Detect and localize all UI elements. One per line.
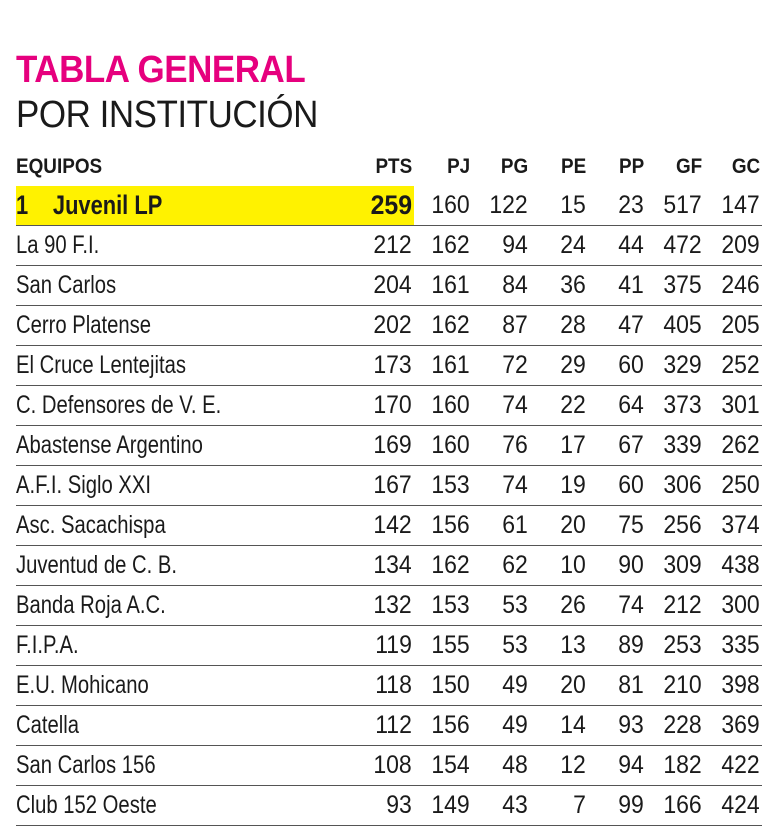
pp-cell [588, 226, 646, 266]
gc-cell [704, 306, 762, 346]
team-cell [16, 506, 356, 546]
gc-cell [704, 626, 762, 666]
team-cell [16, 386, 356, 426]
pg-value: 74 [502, 471, 528, 499]
pe-cell [530, 666, 588, 706]
gc-value: 246 [721, 271, 760, 299]
team-name: San Carlos 156 [16, 751, 156, 779]
pg-value: 43 [502, 791, 528, 819]
pe-value: 22 [560, 391, 586, 419]
pp-value: 75 [618, 511, 644, 539]
table-row [16, 426, 762, 466]
pts-cell [356, 306, 414, 346]
pe-value: 20 [560, 671, 586, 699]
team-name: C. Defensores de V. E. [16, 391, 222, 419]
gf-value: 166 [663, 791, 702, 819]
pp-value: 89 [618, 631, 644, 659]
pe-cell [530, 546, 588, 586]
pp-cell [588, 626, 646, 666]
pts-value: 108 [373, 751, 412, 779]
gf-cell [646, 306, 704, 346]
table-row [16, 546, 762, 586]
gc-value: 250 [721, 471, 760, 499]
pg-cell [472, 386, 530, 426]
team-cell [16, 586, 356, 626]
pj-value: 153 [431, 471, 470, 499]
team-cell [16, 306, 356, 346]
table-row [16, 506, 762, 546]
pg-cell [472, 466, 530, 506]
header-pe: PE [560, 155, 587, 178]
pg-cell [472, 426, 530, 466]
team-cell [16, 266, 356, 306]
team-cell [16, 546, 356, 586]
gf-value: 373 [663, 391, 702, 419]
gf-cell [646, 506, 704, 546]
pg-cell [472, 706, 530, 746]
team-name: Juventud de C. B. [16, 551, 177, 579]
team-cell [16, 666, 356, 706]
pg-cell [472, 546, 530, 586]
pp-value: 44 [618, 231, 644, 259]
pts-value: 134 [373, 551, 412, 579]
pp-cell [588, 746, 646, 786]
team-name: F.I.P.A. [16, 631, 79, 659]
team-name: El Cruce Lentejitas [16, 351, 186, 379]
pts-cell [356, 266, 414, 306]
pj-value: 161 [431, 351, 470, 379]
header-pts: PTS [375, 155, 413, 178]
pts-value: 202 [373, 311, 412, 339]
pe-value: 13 [560, 631, 586, 659]
pts-value: 142 [373, 511, 412, 539]
pj-cell [414, 506, 472, 546]
pp-cell [588, 666, 646, 706]
gc-value: 374 [721, 511, 760, 539]
gc-cell [704, 546, 762, 586]
pj-cell [414, 306, 472, 346]
gf-value: 472 [663, 231, 702, 259]
pj-value: 155 [431, 631, 470, 659]
pts-value: 173 [373, 351, 412, 379]
pts-cell [356, 226, 414, 266]
pg-cell [472, 186, 530, 226]
pg-value: 48 [502, 751, 528, 779]
pts-cell [356, 586, 414, 626]
pj-value: 162 [431, 551, 470, 579]
gf-value: 375 [663, 271, 702, 299]
team-name: Cerro Platense [16, 311, 152, 339]
gf-cell [646, 426, 704, 466]
pg-value: 72 [502, 351, 528, 379]
pg-cell [472, 506, 530, 546]
gf-value: 339 [663, 431, 702, 459]
table-row [16, 666, 762, 706]
pe-cell [530, 346, 588, 386]
pg-cell [472, 226, 530, 266]
pp-value: 60 [618, 351, 644, 379]
pp-value: 64 [618, 391, 644, 419]
pts-cell [356, 186, 414, 226]
gc-value: 369 [721, 711, 760, 739]
table-row [16, 586, 762, 626]
pj-value: 156 [431, 711, 470, 739]
gc-cell [704, 666, 762, 706]
pp-value: 94 [618, 751, 644, 779]
pe-cell [530, 466, 588, 506]
table-header-row [16, 148, 762, 186]
pe-cell [530, 626, 588, 666]
pe-cell [530, 506, 588, 546]
pg-value: 53 [502, 591, 528, 619]
pp-value: 60 [618, 471, 644, 499]
pts-cell [356, 346, 414, 386]
pj-cell [414, 746, 472, 786]
pe-value: 14 [560, 711, 586, 739]
pg-value: 49 [502, 711, 528, 739]
pe-cell [530, 586, 588, 626]
table-row [16, 226, 762, 266]
header-pp: PP [618, 155, 645, 178]
gc-value: 398 [721, 671, 760, 699]
team-name: Abastense Argentino [16, 431, 203, 459]
pe-cell [530, 746, 588, 786]
pts-value: 119 [375, 631, 412, 659]
gf-cell [646, 666, 704, 706]
standings-table [16, 148, 762, 826]
pp-cell [588, 706, 646, 746]
gc-cell [704, 426, 762, 466]
table-row [16, 626, 762, 666]
pg-value: 122 [489, 191, 528, 219]
table-row [16, 306, 762, 346]
pts-cell [356, 426, 414, 466]
header-team: EQUIPOS [16, 155, 103, 178]
pj-value: 162 [431, 311, 470, 339]
team-cell [16, 466, 356, 506]
gf-value: 329 [663, 351, 702, 379]
pg-value: 61 [502, 511, 528, 539]
gf-value: 253 [663, 631, 702, 659]
pe-value: 29 [560, 351, 586, 379]
pp-value: 47 [618, 311, 644, 339]
pe-value: 17 [560, 431, 586, 459]
pp-value: 93 [618, 711, 644, 739]
pg-value: 49 [502, 671, 528, 699]
pj-cell [414, 626, 472, 666]
team-cell [16, 786, 356, 826]
pp-value: 81 [618, 671, 644, 699]
pe-value: 28 [560, 311, 586, 339]
pe-cell [530, 786, 588, 826]
pp-value: 23 [618, 191, 644, 219]
pts-value: 170 [373, 391, 412, 419]
gf-cell [646, 466, 704, 506]
gf-cell [646, 786, 704, 826]
pts-cell [356, 706, 414, 746]
pj-cell [414, 266, 472, 306]
gc-cell [704, 506, 762, 546]
pg-value: 87 [502, 311, 528, 339]
table-row [16, 786, 762, 826]
gf-cell [646, 546, 704, 586]
header-pj: PJ [447, 155, 471, 178]
pj-cell [414, 666, 472, 706]
gc-cell [704, 226, 762, 266]
team-cell [16, 186, 356, 226]
gc-value: 424 [721, 791, 760, 819]
pj-cell [414, 226, 472, 266]
pp-cell [588, 346, 646, 386]
pts-value: 204 [373, 271, 412, 299]
gf-cell [646, 626, 704, 666]
pg-value: 74 [502, 391, 528, 419]
pj-cell [414, 186, 472, 226]
pg-cell [472, 266, 530, 306]
pts-value: 93 [386, 791, 412, 819]
table-row [16, 186, 762, 226]
pts-value: 132 [373, 591, 412, 619]
gf-value: 228 [663, 711, 702, 739]
team-cell [16, 346, 356, 386]
pts-value: 212 [373, 231, 412, 259]
pj-value: 154 [431, 751, 470, 779]
pj-value: 150 [431, 671, 470, 699]
pj-cell [414, 706, 472, 746]
table-body [16, 186, 762, 826]
pp-cell [588, 386, 646, 426]
gc-cell [704, 266, 762, 306]
gf-value: 256 [663, 511, 702, 539]
gf-value: 182 [663, 751, 702, 779]
gc-value: 205 [721, 311, 760, 339]
gf-cell [646, 346, 704, 386]
gc-cell [704, 786, 762, 826]
pj-cell [414, 546, 472, 586]
pe-value: 12 [560, 751, 586, 779]
pg-cell [472, 626, 530, 666]
pe-cell [530, 226, 588, 266]
pts-cell [356, 746, 414, 786]
pp-value: 74 [618, 591, 644, 619]
pg-cell [472, 586, 530, 626]
pg-cell [472, 746, 530, 786]
pp-value: 41 [618, 271, 644, 299]
team-cell [16, 706, 356, 746]
pe-value: 19 [560, 471, 586, 499]
team-cell [16, 226, 356, 266]
gc-value: 262 [721, 431, 760, 459]
gf-cell [646, 386, 704, 426]
team-name: La 90 F.I. [16, 231, 100, 259]
pp-cell [588, 586, 646, 626]
rank-number: 1 [16, 190, 29, 220]
pg-value: 53 [502, 631, 528, 659]
team-name: Banda Roja A.C. [16, 591, 166, 619]
table-row [16, 386, 762, 426]
pj-value: 149 [431, 791, 470, 819]
gc-cell [704, 706, 762, 746]
pts-cell [356, 386, 414, 426]
gc-value: 335 [721, 631, 760, 659]
gf-value: 405 [663, 311, 702, 339]
pp-cell [588, 466, 646, 506]
gf-value: 212 [663, 591, 702, 619]
pg-cell [472, 306, 530, 346]
pp-cell [588, 546, 646, 586]
gf-value: 210 [663, 671, 702, 699]
pe-value: 10 [560, 551, 586, 579]
pj-cell [414, 786, 472, 826]
pts-value: 112 [375, 711, 412, 739]
pe-value: 24 [560, 231, 586, 259]
page-title: TABLA GENERAL [16, 49, 306, 91]
pj-value: 162 [431, 231, 470, 259]
pe-cell [530, 426, 588, 466]
table-row [16, 266, 762, 306]
gc-value: 147 [721, 191, 760, 219]
pts-cell [356, 466, 414, 506]
team-name: E.U. Mohicano [16, 671, 149, 699]
pts-cell [356, 506, 414, 546]
pts-cell [356, 786, 414, 826]
pg-cell [472, 786, 530, 826]
pj-cell [414, 426, 472, 466]
pj-value: 161 [431, 271, 470, 299]
gc-value: 422 [721, 751, 760, 779]
gf-value: 517 [663, 191, 702, 219]
pp-cell [588, 266, 646, 306]
team-name: San Carlos [16, 271, 117, 299]
pg-cell [472, 346, 530, 386]
team-cell [16, 626, 356, 666]
pe-cell [530, 186, 588, 226]
gc-value: 301 [721, 391, 760, 419]
gf-cell [646, 226, 704, 266]
gc-cell [704, 586, 762, 626]
pe-cell [530, 266, 588, 306]
pe-cell [530, 706, 588, 746]
gc-cell [704, 466, 762, 506]
gf-cell [646, 586, 704, 626]
gf-value: 306 [663, 471, 702, 499]
team-name: Juvenil LP [52, 190, 163, 220]
pts-cell [356, 666, 414, 706]
pts-cell [356, 546, 414, 586]
pj-value: 160 [431, 191, 470, 219]
gf-cell [646, 746, 704, 786]
team-name: Asc. Sacachispa [16, 511, 166, 539]
pts-value: 259 [370, 190, 412, 220]
pj-cell [414, 346, 472, 386]
pe-value: 36 [560, 271, 586, 299]
pp-value: 67 [618, 431, 644, 459]
gc-value: 300 [721, 591, 760, 619]
pp-value: 90 [618, 551, 644, 579]
team-name: Catella [16, 711, 80, 739]
header-pg: PG [500, 155, 529, 178]
team-name: Club 152 Oeste [16, 791, 157, 819]
pg-value: 84 [502, 271, 528, 299]
header-gc: GC [731, 155, 761, 178]
table-row [16, 746, 762, 786]
table-row [16, 346, 762, 386]
pg-value: 62 [502, 551, 528, 579]
gf-value: 309 [663, 551, 702, 579]
gc-cell [704, 386, 762, 426]
pj-value: 160 [431, 431, 470, 459]
pp-value: 99 [618, 791, 644, 819]
gf-cell [646, 266, 704, 306]
pts-value: 118 [375, 671, 412, 699]
table-row [16, 706, 762, 746]
pe-value: 26 [560, 591, 586, 619]
team-cell [16, 426, 356, 466]
pj-cell [414, 386, 472, 426]
pe-cell [530, 386, 588, 426]
pg-value: 76 [502, 431, 528, 459]
gf-cell [646, 706, 704, 746]
pp-cell [588, 786, 646, 826]
pj-value: 156 [431, 511, 470, 539]
pp-cell [588, 186, 646, 226]
pj-cell [414, 466, 472, 506]
pts-cell [356, 626, 414, 666]
pe-value: 20 [560, 511, 586, 539]
gc-cell [704, 186, 762, 226]
table-row [16, 466, 762, 506]
gc-value: 209 [721, 231, 760, 259]
gc-value: 438 [721, 551, 760, 579]
pe-value: 7 [573, 791, 586, 819]
gc-cell [704, 346, 762, 386]
header-gf: GF [675, 155, 703, 178]
team-name: A.F.I. Siglo XXI [16, 471, 152, 499]
pts-value: 169 [373, 431, 412, 459]
gc-value: 252 [721, 351, 760, 379]
pg-value: 94 [502, 231, 528, 259]
pj-value: 153 [431, 591, 470, 619]
pe-cell [530, 306, 588, 346]
gc-cell [704, 746, 762, 786]
pj-cell [414, 586, 472, 626]
gf-cell [646, 186, 704, 226]
pp-cell [588, 426, 646, 466]
pe-value: 15 [560, 191, 586, 219]
pj-value: 160 [431, 391, 470, 419]
team-cell [16, 746, 356, 786]
pp-cell [588, 506, 646, 546]
pg-cell [472, 666, 530, 706]
pp-cell [588, 306, 646, 346]
pts-value: 167 [373, 471, 412, 499]
page-subtitle: POR INSTITUCIÓN [16, 94, 318, 136]
